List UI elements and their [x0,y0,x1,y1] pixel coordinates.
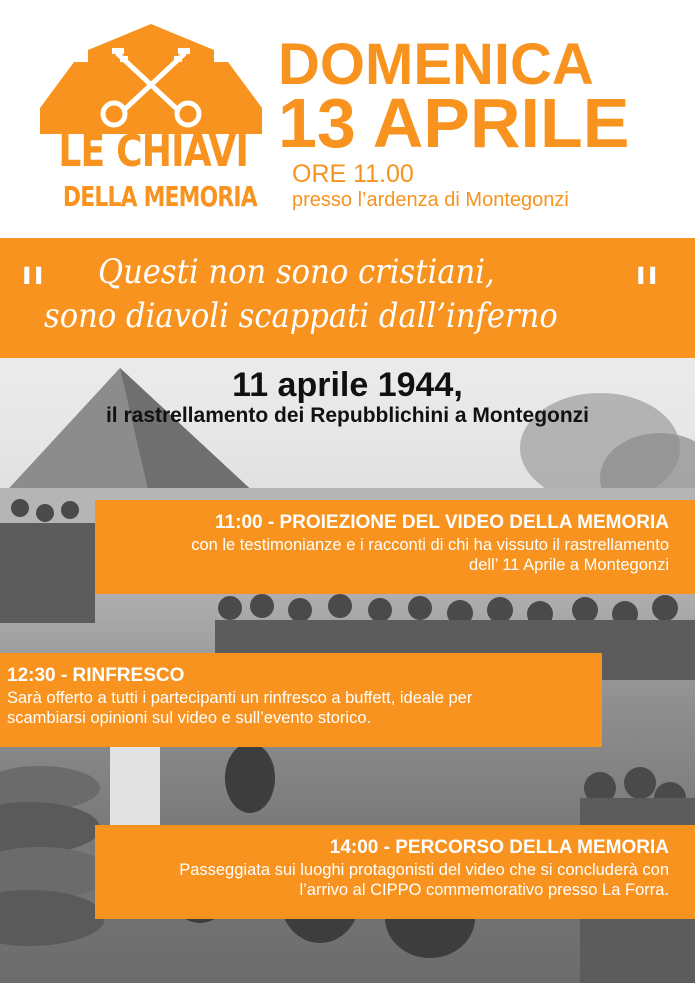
event-heading: 11:00 - PROIEZIONE DEL VIDEO DELLA MEMORIA [215,512,669,533]
crossed-keys-house-icon [38,22,264,134]
event-box-rinfresco [0,653,602,747]
event-day: DOMENICA [278,32,594,97]
event-description-line: scambiarsi opinioni sul video e sull’evento storico. [7,709,372,727]
logo [38,22,264,218]
event-date: 13 APRILE [278,84,630,162]
logo-title: LE CHIAVI [58,126,249,177]
event-description-line: l’arrivo al CIPPO commemorativo presso La Forra. [299,881,669,899]
headline-subtitle: il rastrellamento dei Repubblichini a Montegonzi [105,404,590,427]
event-heading: 14:00 - PERCORSO DELLA MEMORIA [329,837,669,858]
quote-line-1: Questi non sono cristiani, [98,252,495,292]
quote-close-mark: " [632,255,662,329]
event-description-line: con le testimonianze e i racconti di chi ha vissuto il rastrellamento [191,536,669,554]
event-description-line: Sarà offerto a tutti i partecipanti un rinfresco a buffett, ideale per [7,689,473,707]
logo-subtitle: DELLA MEMORIA [62,180,257,213]
headline-date: 11 aprile 1944, [232,366,463,404]
event-box-percorso [95,825,695,919]
quote-open-mark: " [18,255,48,329]
quote-line-2: sono diavoli scappati dall’inferno [44,296,558,336]
event-heading: 12:30 - RINFRESCO [7,665,185,686]
event-description-line: Passeggiata sui luoghi protagonisti del video che si concluderà con [179,861,669,879]
event-description-line: dell’ 11 Aprile a Montegonzi [469,556,669,574]
event-box-video [95,500,695,594]
event-time: ORE 11.00 [292,160,414,188]
event-place: presso l’ardenza di Montegonzi [292,189,569,211]
